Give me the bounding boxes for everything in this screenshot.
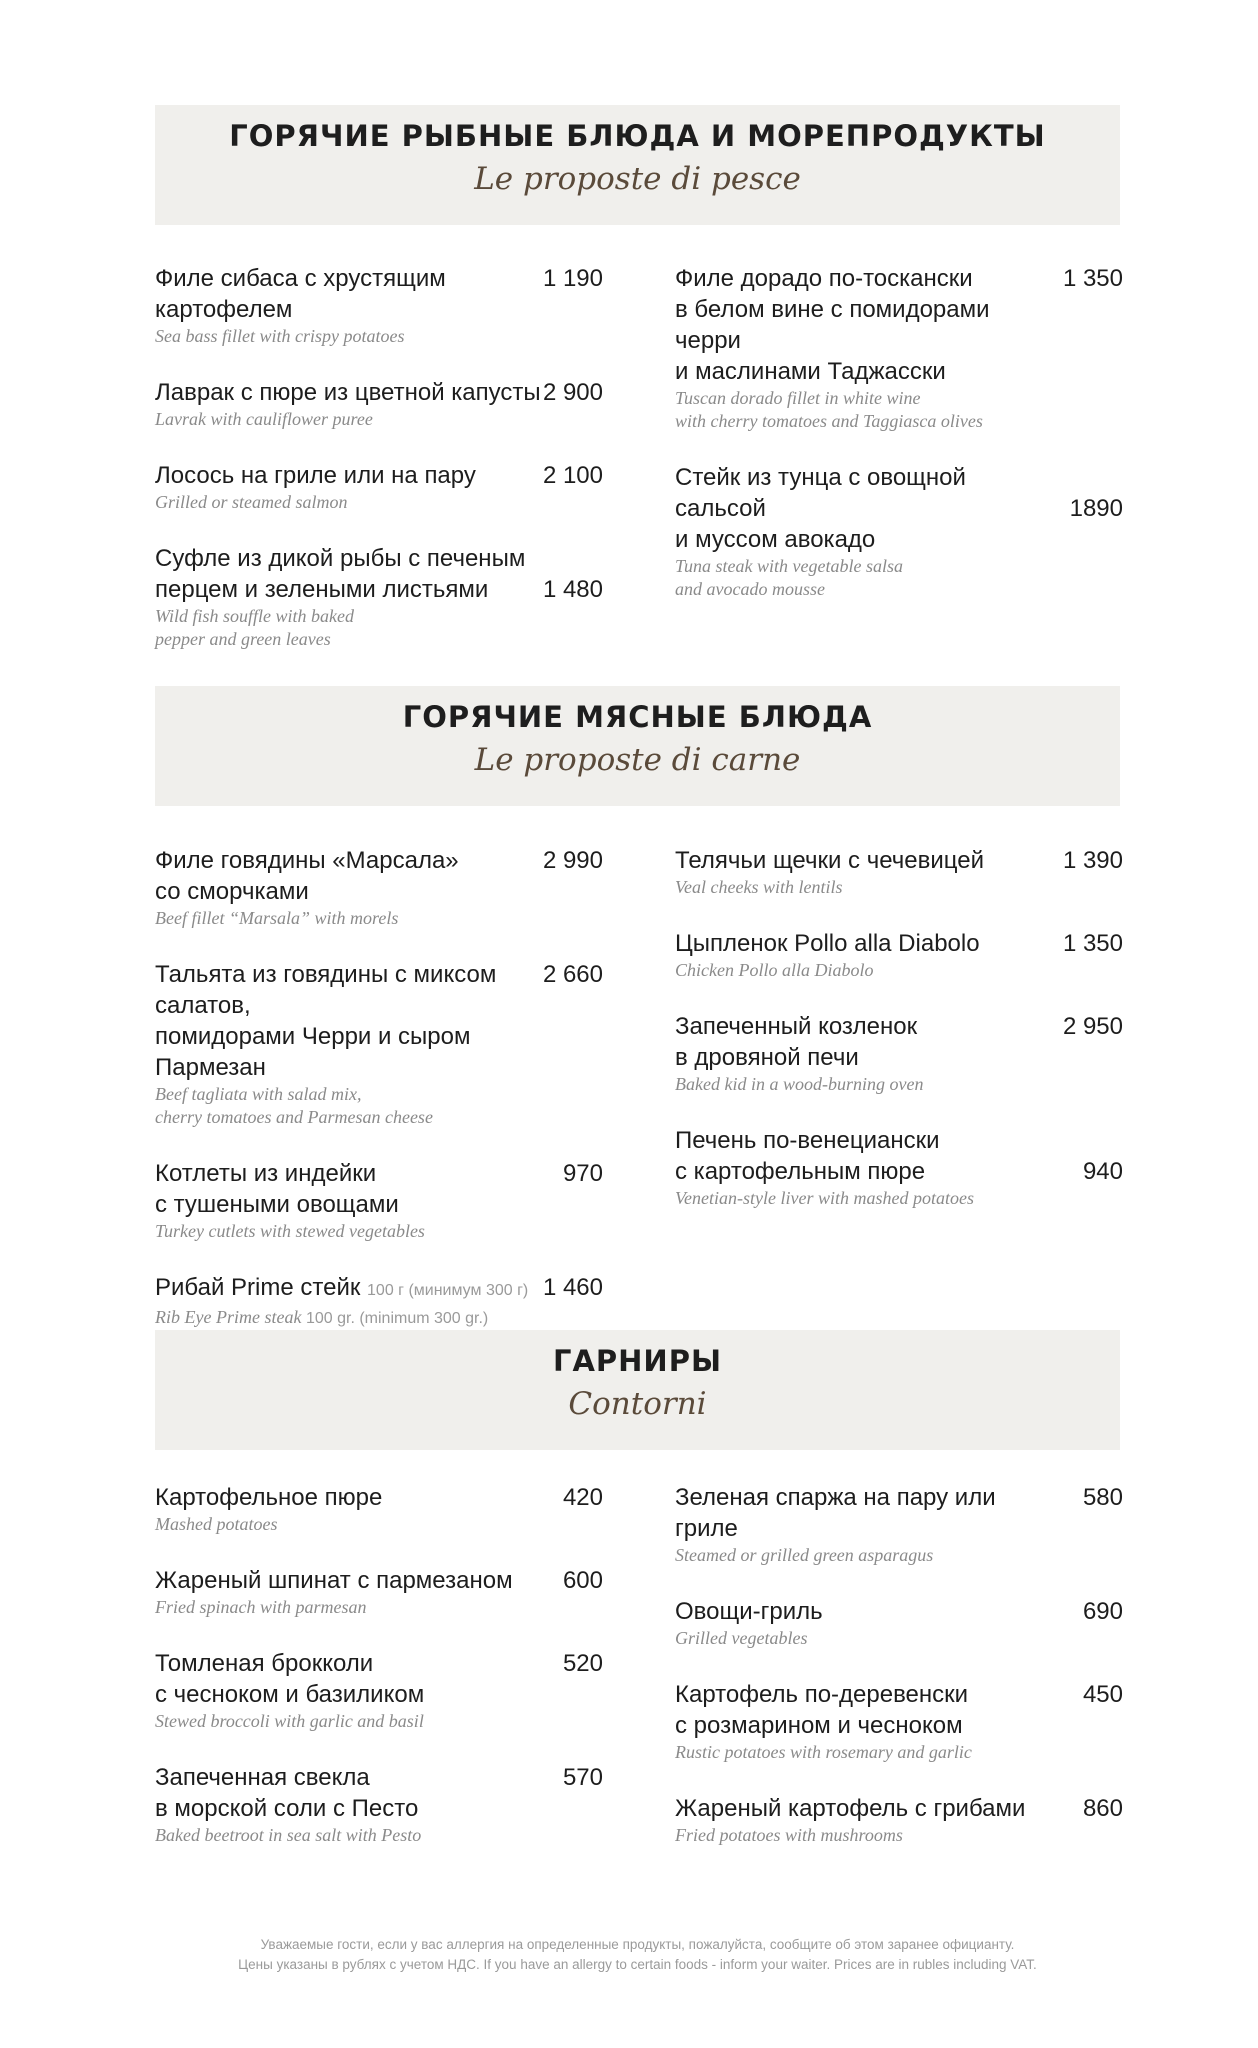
item-name: Печень по-венециански с картофельным пюре	[675, 1127, 940, 1185]
item-name: Цыпленок Pollo alla Diabolo	[675, 930, 980, 957]
item-name: Запеченная свекла в морской соли с Песто	[155, 1764, 419, 1822]
section-banner-fish	[155, 105, 1120, 225]
item-name: Филе говядины «Марсала» со сморчками	[155, 847, 459, 905]
item-name-en: Venetian-style liver with mashed potatoes	[675, 1188, 974, 1208]
item-price: 860	[1082, 1795, 1123, 1822]
item-name-note: 100 г (минимум 300 г)	[367, 1282, 529, 1299]
item-price: 580	[1082, 1484, 1123, 1511]
item-name: Котлеты из индейки с тушеными овощами	[155, 1160, 399, 1218]
menu-column-left	[155, 845, 603, 1359]
menu-item	[155, 1272, 603, 1330]
item-name-en-note: 100 gr. (minimum 300 gr.)	[305, 1310, 489, 1327]
item-price: 420	[562, 1484, 603, 1511]
item-name: Стейк из тунца с овощной сальсой и муссом авокадо	[675, 464, 966, 553]
item-name-en	[155, 1306, 603, 1330]
item-price: 940	[1082, 1158, 1123, 1185]
section-title-ru: ГОРЯЧИЕ РЫБНЫЕ БЛЮДА И МОРЕПРОДУКТЫ	[229, 119, 1046, 153]
item-name: Овощи-гриль	[675, 1598, 823, 1625]
section-banner-sides	[155, 1330, 1120, 1450]
menu-item	[155, 1648, 603, 1733]
item-name-en: Steamed or grilled green asparagus	[675, 1545, 934, 1565]
item-price: 570	[562, 1764, 603, 1791]
menu-item	[675, 1011, 1123, 1096]
item-price: 690	[1082, 1598, 1123, 1625]
item-name: Телячьи щечки с чечевицей	[675, 847, 985, 874]
item-price: 1890	[1069, 495, 1123, 522]
item-name: Картофельное пюре	[155, 1484, 383, 1511]
item-name: Картофель по-деревенски с розмарином и чесноком	[675, 1681, 969, 1739]
item-name-en: Wild fish souffle with baked pepper and green leaves	[155, 606, 354, 649]
item-name-en: Grilled vegetables	[675, 1628, 808, 1648]
item-name-en-text: Rib Eye Prime steak	[155, 1307, 302, 1327]
menu-item	[155, 263, 603, 348]
item-name: Филе сибаса с хрустящим картофелем	[155, 265, 446, 323]
item-price: 1 480	[542, 576, 603, 603]
item-name-en: Lavrak with cauliflower puree	[155, 409, 373, 429]
item-price: 970	[562, 1160, 603, 1187]
item-name: Запеченный козленок в дровяной печи	[675, 1013, 918, 1071]
footer-line-1: Уважаемые гости, если у вас аллергия на определенные продукты, пожалуйста, сообщите об этом заранее официанту.	[260, 1937, 1015, 1952]
item-price: 2 990	[542, 847, 603, 874]
menu-item	[675, 462, 1123, 601]
section-title-ru: ГАРНИРЫ	[552, 1344, 723, 1378]
item-price: 2 100	[542, 462, 603, 489]
item-name: Жареный картофель с грибами	[675, 1795, 1026, 1822]
item-name-en: Veal cheeks with lentils	[675, 877, 843, 897]
menu-item	[675, 1793, 1123, 1847]
section-title-ru: ГОРЯЧИЕ МЯСНЫЕ БЛЮДА	[402, 700, 873, 734]
menu-item	[155, 1482, 603, 1536]
menu-item	[155, 845, 603, 930]
item-name-text: Рибай Prime стейк	[155, 1274, 361, 1301]
item-price: 1 460	[542, 1274, 603, 1301]
item-price: 2 660	[542, 961, 603, 988]
item-name: Лосось на гриле или на пару	[155, 462, 476, 489]
item-name-en: Beef tagliata with salad mix, cherry tomatoes and Parmesan cheese	[155, 1084, 433, 1127]
item-name-en: Grilled or steamed salmon	[155, 492, 348, 512]
item-name-en: Baked beetroot in sea salt with Pesto	[155, 1825, 422, 1845]
item-name: Жареный шпинат с пармезаном	[155, 1567, 513, 1594]
menu-item	[155, 1565, 603, 1619]
section-title-it: Le proposte di carne	[474, 742, 801, 778]
item-name-en: Fried spinach with parmesan	[155, 1597, 367, 1617]
item-name-en: Sea bass fillet with crispy potatoes	[155, 326, 405, 346]
item-price: 1 190	[542, 265, 603, 292]
item-name-en: Stewed broccoli with garlic and basil	[155, 1711, 424, 1731]
item-name-en: Turkey cutlets with stewed vegetables	[155, 1221, 425, 1241]
item-name-en: Tuna steak with vegetable salsa and avocado mousse	[675, 556, 903, 599]
menu-column-left	[155, 1482, 603, 1876]
item-price: 600	[562, 1567, 603, 1594]
item-price: 2 900	[542, 379, 603, 406]
footer-note	[155, 1935, 1120, 1975]
item-name: Лаврак с пюре из цветной капусты	[155, 379, 541, 406]
menu-item	[675, 263, 1123, 433]
menu-column-right	[675, 263, 1123, 630]
menu-item	[155, 1158, 603, 1243]
item-name-en: Tuscan dorado fillet in white wine with cherry tomatoes and Taggiasca olives	[675, 388, 983, 431]
item-price: 520	[562, 1650, 603, 1677]
item-name: Зеленая спаржа на пару или гриле	[675, 1484, 996, 1542]
item-price: 1 350	[1062, 265, 1123, 292]
menu-column-right	[675, 1482, 1123, 1876]
menu-item	[155, 959, 603, 1129]
item-price: 450	[1082, 1681, 1123, 1708]
item-name-en: Mashed potatoes	[155, 1514, 278, 1534]
menu-column-right	[675, 845, 1123, 1239]
menu-column-left	[155, 263, 603, 680]
menu-item	[675, 928, 1123, 982]
item-price: 1 390	[1062, 847, 1123, 874]
section-title-it: Contorni	[568, 1386, 707, 1422]
menu-item	[155, 1762, 603, 1847]
item-name: Тальята из говядины с миксом салатов, помидорами Черри и сыром Пармезан	[155, 961, 497, 1081]
menu-item	[675, 1679, 1123, 1764]
section-banner-meat	[155, 686, 1120, 806]
menu-item	[675, 1596, 1123, 1650]
menu-item	[155, 377, 603, 431]
item-name-en: Chicken Pollo alla Diabolo	[675, 960, 874, 980]
menu-item	[675, 1125, 1123, 1210]
item-name	[155, 1272, 603, 1306]
item-name-en: Fried potatoes with mushrooms	[675, 1825, 903, 1845]
section-title-it: Le proposte di pesce	[474, 161, 801, 197]
item-name-en: Baked kid in a wood-burning oven	[675, 1074, 924, 1094]
item-name: Филе дорадо по-тоскански в белом вине с помидорами черри и маслинами Таджасски	[675, 265, 990, 385]
menu-item	[155, 543, 603, 651]
item-price: 2 950	[1062, 1013, 1123, 1040]
menu-item	[155, 460, 603, 514]
footer-line-2: Цены указаны в рублях с учетом НДС. If you have an allergy to certain foods - inform your waiter. Prices are in rubles including VAT.	[238, 1957, 1037, 1972]
menu-item	[675, 1482, 1123, 1567]
item-name: Томленая брокколи с чесноком и базиликом	[155, 1650, 425, 1708]
item-name-en: Beef fillet “Marsala” with morels	[155, 908, 399, 928]
item-name-en: Rustic potatoes with rosemary and garlic	[675, 1742, 972, 1762]
item-name: Суфле из дикой рыбы с печеным перцем и зелеными листьями	[155, 545, 526, 603]
menu-item	[675, 845, 1123, 899]
item-price: 1 350	[1062, 930, 1123, 957]
